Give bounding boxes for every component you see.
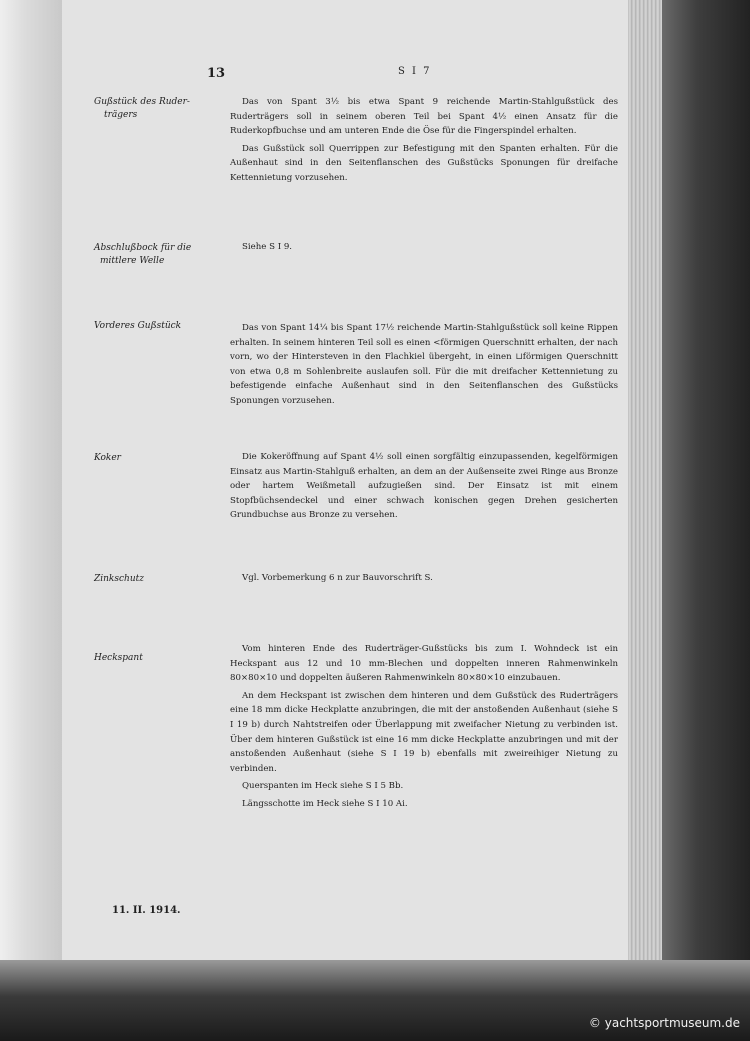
section-body	[230, 450, 618, 526]
margin-label-line: Koker	[94, 453, 121, 463]
margin-label	[94, 652, 214, 665]
paragraph: Vgl. Vorbemerkung 6 n zur Bauvorschrift S.	[242, 573, 433, 583]
paragraph: Das Gußstück soll Querrippen zur Befestigung mit den Spanten erhalten. Für die Außenhaut sind in den Seitenflanschen des Gußstücks Sponungen für dreifache Kettennietung vorzusehen.	[230, 143, 618, 183]
paragraph: Das von Spant 3½ bis etwa Spant 9 reichende Martin-Stahlgußstück des Ruderträgers soll in seinem oberen Teil bei Spant 4½ einen Ansatz für die Ruderkopfbuchse und am unteren Ende die Öse für die Fingerspindel erhalten.	[230, 97, 618, 137]
paragraph: Querspanten im Heck siehe S I 5 Bb.	[242, 781, 404, 792]
document-date: 11. II. 1914.	[112, 905, 181, 916]
section-body	[230, 321, 618, 412]
margin-label-line: trägers	[104, 110, 138, 120]
margin-label	[94, 320, 214, 333]
page-stack-edge	[628, 0, 662, 960]
section-body	[230, 571, 618, 589]
scan-left-edge	[0, 0, 62, 1041]
scan-right-shadow	[662, 0, 750, 1041]
margin-label	[94, 96, 214, 122]
margin-label-line: mittlere Welle	[100, 256, 165, 266]
paragraph: Vom hinteren Ende des Ruderträger-Gußstücks bis zum I. Wohndeck ist ein Heckspant aus 12 und 10 mm-Blechen und doppelten inneren Rahmenwinkeln 80×80×10 und doppelten äußeren Rahmenwinkeln 80×80×10 einzubauen.	[230, 644, 618, 684]
paragraph: Längsschotte im Heck siehe S I 10 Ai.	[242, 798, 408, 809]
paragraph: Das von Spant 14¼ bis Spant 17½ reichende Martin-Stahlgußstück soll keine Rippen erhalten. In seinem hinteren Teil soll es einen <förmigen Querschnitt erhalten, der nach vorn, wo der Hintersteven in den Flachkiel übergeht, in einen ⊔förmigen Querschnitt von etwa 0,8 m Sohlenbreite auslaufen soll. Für die mit dreifacher Kettennietung zu befestigende einfache Außenhaut sind in den Seitenflanschen des Gußstücks Sponungen vorzusehen.	[230, 323, 618, 406]
margin-label-line: Abschlußbock für die	[94, 243, 192, 253]
margin-label	[94, 452, 214, 465]
section-body	[230, 642, 618, 815]
section-body	[230, 95, 618, 189]
paragraph: An dem Heckspant ist zwischen dem hinteren und dem Gußstück des Ruderträgers eine 18 mm dicke Heckplatte anzubringen, die mit der anstoßenden Außenhaut (siehe S I 19 b) durch Nahtstreifen oder Überlappung mit zweifacher Nietung zu verbinden ist. Über dem hinteren Gußstück ist eine 16 mm dicke Heckplatte anzubringen und mit der anstoßenden Außenhaut (siehe S I 19 b) ebenfalls mit zweireihiger Nietung zu verbinden.	[230, 690, 618, 774]
section-body	[230, 240, 618, 258]
margin-label-line: Heckspant	[94, 653, 143, 663]
margin-label	[94, 242, 214, 268]
margin-label-line: Gußstück des Ruder-	[94, 97, 190, 107]
page-number: 13	[207, 66, 226, 81]
section-code: S I 7	[398, 66, 432, 77]
margin-label	[94, 573, 214, 586]
watermark: © yachtsportmuseum.de	[588, 1016, 740, 1030]
paragraph: Siehe S I 9.	[242, 242, 293, 252]
margin-label-line: Zinkschutz	[94, 574, 144, 584]
margin-label-line: Vorderes Gußstück	[94, 321, 182, 331]
paragraph: Die Kokeröffnung auf Spant 4½ soll einen sorgfältig einzupassenden, kegelförmigen Einsatz aus Martin-Stahlguß erhalten, an dem an der Außenseite zwei Ringe aus Bronze oder hartem Weißmetall aufzugießen sind. Der Einsatz ist mit einem Stopfbüchsendeckel und einer schwach konischen gegen Drehen gesicherten Grundbuchse aus Bronze zu versehen.	[230, 452, 618, 521]
